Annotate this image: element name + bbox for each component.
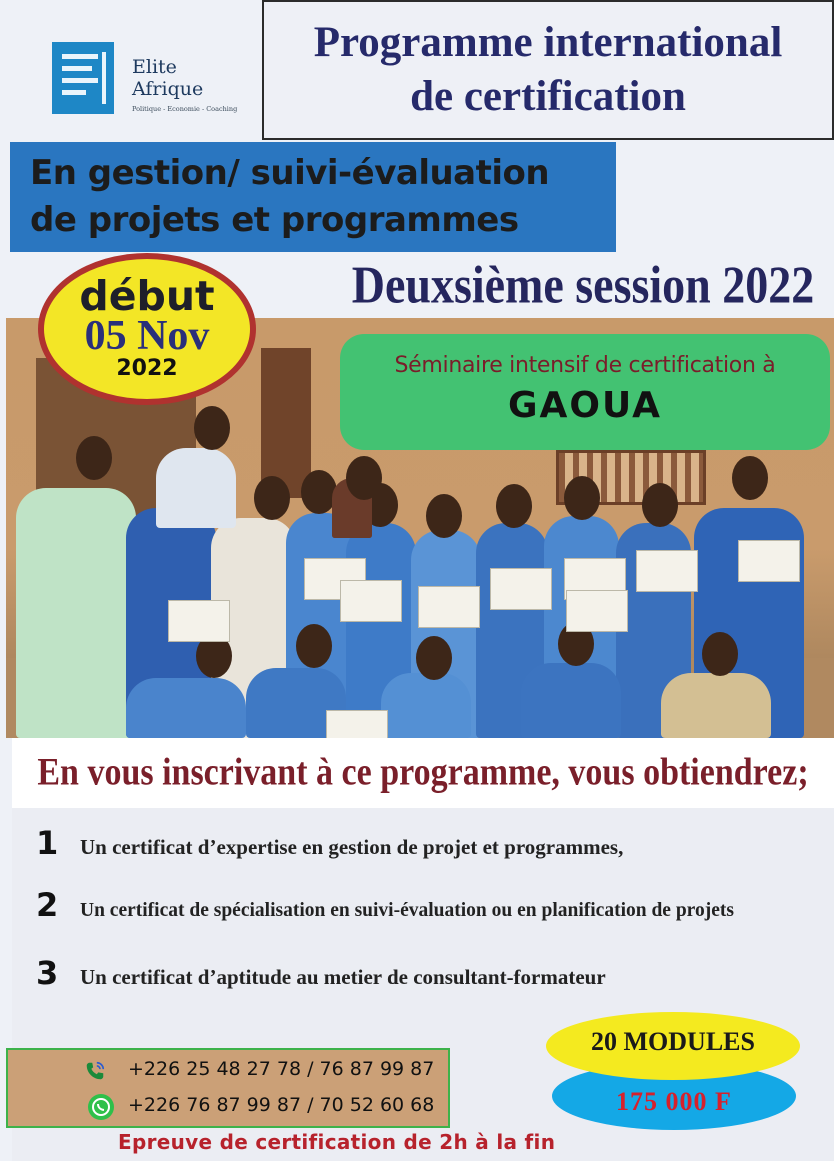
exam-note: Epreuve de certification de 2h à la fin xyxy=(118,1130,556,1154)
start-date: 05 Nov xyxy=(84,313,210,359)
seminar-location-box xyxy=(340,334,830,450)
program-title xyxy=(262,0,834,140)
program-title-line1: Programme international xyxy=(313,19,783,66)
seminar-city: GAOUA xyxy=(508,385,662,426)
whatsapp-icon xyxy=(88,1094,114,1120)
program-subject xyxy=(10,142,616,252)
session-title: Deuxsième session 2022 xyxy=(351,255,815,314)
seminar-description: Séminaire intensif de certification à xyxy=(394,353,776,378)
benefit-text: Un certificat de spécialisation en suivi-évaluation ou en planification de projets xyxy=(80,900,734,921)
phone-icon xyxy=(84,1060,106,1082)
benefit-number: 1 xyxy=(36,824,59,862)
benefit-text: Un certificat d’expertise en gestion de projet et programmes, xyxy=(80,835,624,859)
benefits-heading-text: En vous inscrivant à ce programme, vous obtiendrez; xyxy=(37,751,809,794)
modules-count: 20 MODULES xyxy=(591,1027,755,1056)
benefit-item xyxy=(36,886,734,924)
program-subject-line2: de projets et programmes xyxy=(30,200,519,240)
start-year: 2022 xyxy=(116,356,178,381)
brand-tagline: Politique - Economie - Coaching xyxy=(132,105,238,113)
modules-ellipse xyxy=(546,1012,800,1080)
phone-numbers[interactable]: +226 25 48 27 78 / 76 87 99 87 xyxy=(128,1058,435,1080)
program-subject-line1: En gestion/ suivi-évaluation xyxy=(30,153,550,193)
brand-logo xyxy=(40,38,240,133)
benefit-item xyxy=(36,954,606,992)
elite-afrique-logo-icon xyxy=(52,42,114,114)
start-label: début xyxy=(79,272,215,320)
benefit-number: 3 xyxy=(36,954,59,992)
brand-name-line1: Elite xyxy=(132,56,177,78)
whatsapp-numbers[interactable]: +226 76 87 99 87 / 70 52 60 68 xyxy=(128,1094,435,1116)
benefits-heading xyxy=(12,738,834,808)
offer-badge xyxy=(546,1012,800,1132)
benefit-number: 2 xyxy=(36,886,59,924)
start-date-badge xyxy=(38,253,256,405)
brand-name-line2: Afrique xyxy=(132,78,204,100)
benefit-text: Un certificat d’aptitude au metier de consultant-formateur xyxy=(80,965,606,989)
benefit-item xyxy=(36,824,623,862)
contact-box xyxy=(6,1048,450,1128)
brand-name xyxy=(132,56,203,100)
program-title-line2: de certification xyxy=(410,73,686,120)
price: 175 000 F xyxy=(616,1087,732,1116)
